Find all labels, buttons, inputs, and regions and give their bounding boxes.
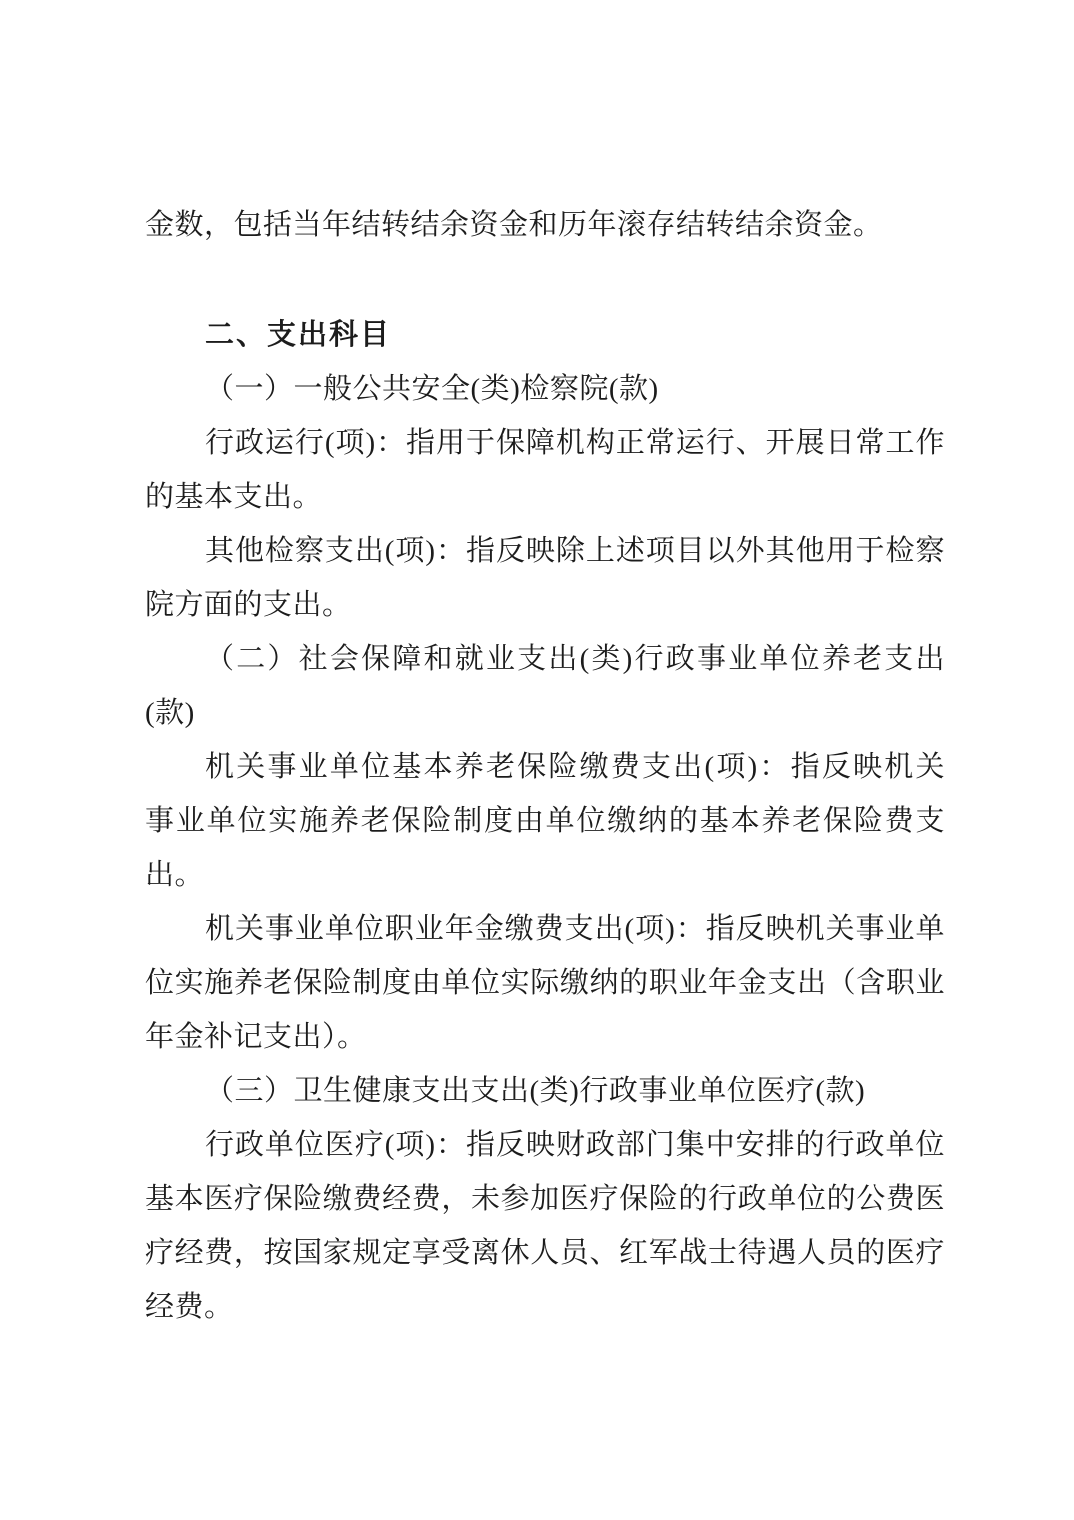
section-heading: 二、支出科目 xyxy=(205,319,392,351)
paragraph-continuation-line: 金数，包括当年结转结余资金和历年滚存结转结余资金。 xyxy=(145,209,883,241)
paragraph-line: 年金补记支出）。 xyxy=(145,1021,367,1053)
paragraph-line: 事业单位实施养老保险制度由单位缴纳的基本养老保险费支 xyxy=(145,805,945,837)
paragraph-line: 院方面的支出。 xyxy=(145,589,352,621)
paragraph-line: 的基本支出。 xyxy=(145,481,323,513)
subsection-title-2-wrap: (款) xyxy=(145,697,195,729)
paragraph-line: 位实施养老保险制度由单位实际缴纳的职业年金支出（含职业 xyxy=(145,967,945,999)
document-text-body xyxy=(145,198,945,1334)
paragraph-line: 机关事业单位职业年金缴费支出(项)：指反映机关事业单 xyxy=(205,913,945,945)
paragraph-line: 疗经费，按国家规定享受离休人员、红军战士待遇人员的医疗 xyxy=(145,1237,945,1269)
paragraph-line: 行政运行(项)：指用于保障机构正常运行、开展日常工作 xyxy=(205,427,945,459)
paragraph-line: 其他检察支出(项)：指反映除上述项目以外其他用于检察 xyxy=(205,535,945,567)
paragraph-line: 基本医疗保险缴费经费，未参加医疗保险的行政单位的公费医 xyxy=(145,1183,945,1215)
subsection-title-3: （三）卫生健康支出支出(类)行政事业单位医疗(款) xyxy=(205,1075,866,1107)
paragraph-line: 机关事业单位基本养老保险缴费支出(项)：指反映机关 xyxy=(205,751,945,783)
paragraph-line: 经费。 xyxy=(145,1291,234,1323)
subsection-title-1: （一）一般公共安全(类)检察院(款) xyxy=(205,373,659,405)
paragraph-line: 行政单位医疗(项)：指反映财政部门集中安排的行政单位 xyxy=(205,1129,945,1161)
paragraph-line: 出。 xyxy=(145,859,205,891)
subsection-title-2: （二）社会保障和就业支出(类)行政事业单位养老支出 xyxy=(205,643,945,675)
